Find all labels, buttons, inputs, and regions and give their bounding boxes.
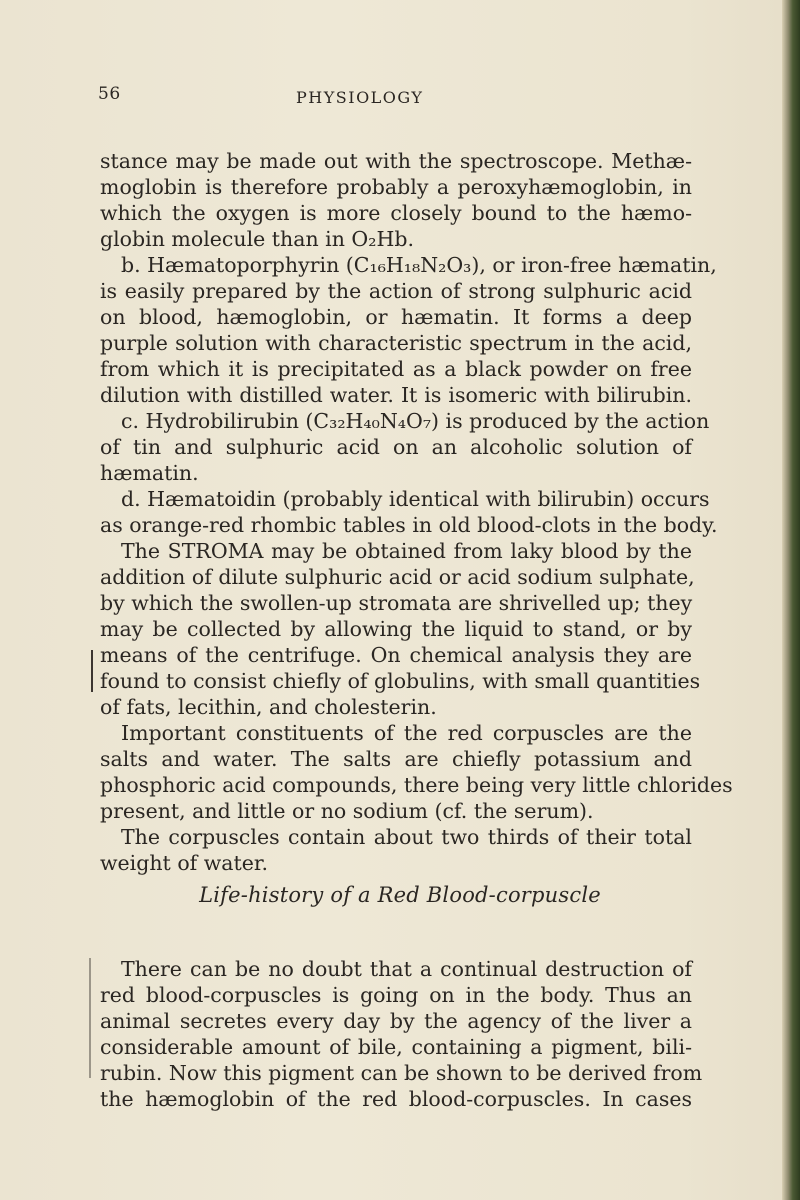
text-line: salts and water. The salts are chiefly potassium and <box>100 747 692 771</box>
page-number: 56 <box>98 84 121 104</box>
text-line: There can be no doubt that a continual destruction of <box>121 957 692 981</box>
text-line: hæmatin. <box>100 461 199 485</box>
section-heading: Life-history of a Red Blood-corpuscle <box>199 883 601 907</box>
text-line: addition of dilute sulphuric acid or acid sodium sulphate, <box>100 565 695 589</box>
text-line: found to consist chiefly of globulins, with small quantities <box>100 669 701 693</box>
text-line: stance may be made out with the spectroscope. Methæ- <box>100 149 692 173</box>
page-edge <box>782 0 800 1200</box>
margin-mark <box>89 958 91 1078</box>
text-line: d. Hæmatoidin (probably identical with bilirubin) occurs <box>121 487 710 511</box>
text-line: as orange-red rhombic tables in old blood-clots in the body. <box>100 513 718 537</box>
text-line: considerable amount of bile, containing a pigment, bili- <box>100 1035 692 1059</box>
text-line: on blood, hæmoglobin, or hæmatin. It forms a deep <box>100 305 692 329</box>
text-line: globin molecule than in O₂Hb. <box>100 227 414 251</box>
text-line: Important constituents of the red corpuscles are the <box>121 721 692 745</box>
text-line: of fats, lecithin, and cholesterin. <box>100 695 437 719</box>
text-line: b. Hæmatoporphyrin (C₁₆H₁₈N₂O₃), or iron-free hæmatin, <box>121 253 717 277</box>
text-line: which the oxygen is more closely bound to the hæmo- <box>100 201 692 225</box>
text-line: rubin. Now this pigment can be shown to be derived from <box>100 1061 703 1085</box>
text-line: is easily prepared by the action of strong sulphuric acid <box>100 279 692 303</box>
margin-mark <box>91 650 93 692</box>
text-line: may be collected by allowing the liquid to stand, or by <box>100 617 692 641</box>
text-line: by which the swollen-up stromata are shrivelled up; they <box>100 591 693 615</box>
text-line: means of the centrifuge. On chemical analysis they are <box>100 643 692 667</box>
text-line: The corpuscles contain about two thirds of their total <box>121 825 692 849</box>
text-line: moglobin is therefore probably a peroxyhæmoglobin, in <box>100 175 692 199</box>
text-line: present, and little or no sodium (cf. the serum). <box>100 799 594 823</box>
text-line: animal secretes every day by the agency of the liver a <box>100 1009 692 1033</box>
text-line: from which it is precipitated as a black powder on free <box>100 357 692 381</box>
text-line: of tin and sulphuric acid on an alcoholic solution of <box>100 435 692 459</box>
text-line: red blood-corpuscles is going on in the body. Thus an <box>100 983 692 1007</box>
text-line: purple solution with characteristic spectrum in the acid, <box>100 331 692 355</box>
text-line: weight of water. <box>100 851 268 875</box>
text-line: c. Hydrobilirubin (C₃₂H₄₀N₄O₇) is produced by the action <box>121 409 710 433</box>
text-line: the hæmoglobin of the red blood-corpuscles. In cases <box>100 1087 692 1111</box>
text-line: The STROMA may be obtained from laky blood by the <box>121 539 692 563</box>
running-head: PHYSIOLOGY <box>296 88 424 107</box>
text-line: dilution with distilled water. It is isomeric with bilirubin. <box>100 383 692 407</box>
text-line: phosphoric acid compounds, there being very little chlorides <box>100 773 733 797</box>
